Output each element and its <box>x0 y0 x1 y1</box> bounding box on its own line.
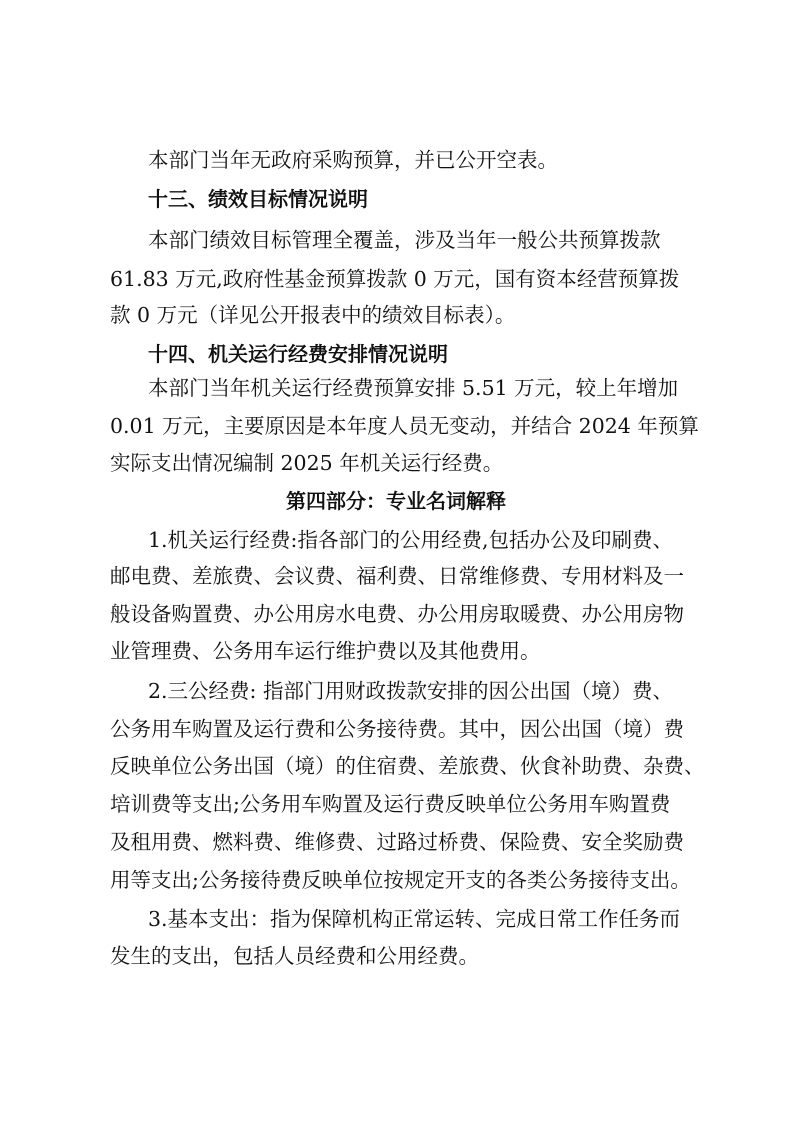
paragraph-line: 款 0 万元（详见公开报表中的绩效目标表）。 <box>110 303 516 327</box>
paragraph-line: 本部门当年机关运行经费预算安排 5.51 万元，较上年增加 <box>148 376 679 400</box>
paragraph-line: 1.机关运行经费:指各部门的公用经费,包括办公及印刷费、 <box>148 528 673 552</box>
paragraph-line: 业管理费、公务用车运行维护费以及其他费用。 <box>110 639 541 663</box>
part-heading: 第四部分：专业名词解释 <box>286 489 506 513</box>
paragraph-line: 反映单位公务出国（境）的住宿费、差旅费、伙食补助费、杂费、 <box>110 754 705 778</box>
paragraph-line: 用等支出;公务接待费反映单位按规定开支的各类公务接待支出。 <box>110 868 691 892</box>
paragraph-line: 本部门当年无政府采购预算，并已公开空表。 <box>148 148 558 172</box>
paragraph-line: 0.01 万元，主要原因是本年度人员无变动，并结合 2024 年预算 <box>110 414 699 438</box>
paragraph-line: 及租用费、燃料费、维修费、过路过桥费、保险费、安全奖励费 <box>110 830 684 854</box>
paragraph-line: 本部门绩效目标管理全覆盖，涉及当年一般公共预算拨款 <box>148 228 661 252</box>
paragraph-line: 发生的支出，包括人员经费和公用经费。 <box>110 944 479 968</box>
paragraph-line: 61.83 万元,政府性基金预算拨款 0 万元，国有资本经营预算拨 <box>110 267 680 291</box>
paragraph-line: 培训费等支出;公务用车购置及运行费反映单位公务用车购置费 <box>110 792 671 816</box>
paragraph-line: 邮电费、差旅费、会议费、福利费、日常维修费、专用材料及一 <box>110 564 684 588</box>
paragraph-line: 般设备购置费、办公用房水电费、办公用房取暖费、办公用房物 <box>110 602 684 626</box>
paragraph-line: 2.三公经费: 指部门用财政拨款安排的因公出国（境）费、 <box>148 679 673 703</box>
paragraph-line: 公务用车购置及运行费和公务接待费。其中，因公出国（境）费 <box>110 717 684 741</box>
section-heading-13: 十三、绩效目标情况说明 <box>148 187 368 211</box>
paragraph-line: 3.基本支出：指为保障机构正常运转、完成日常工作任务而 <box>148 907 681 931</box>
section-heading-14: 十四、机关运行经费安排情况说明 <box>148 342 448 366</box>
paragraph-line: 实际支出情况编制 2025 年机关运行经费。 <box>110 451 504 475</box>
